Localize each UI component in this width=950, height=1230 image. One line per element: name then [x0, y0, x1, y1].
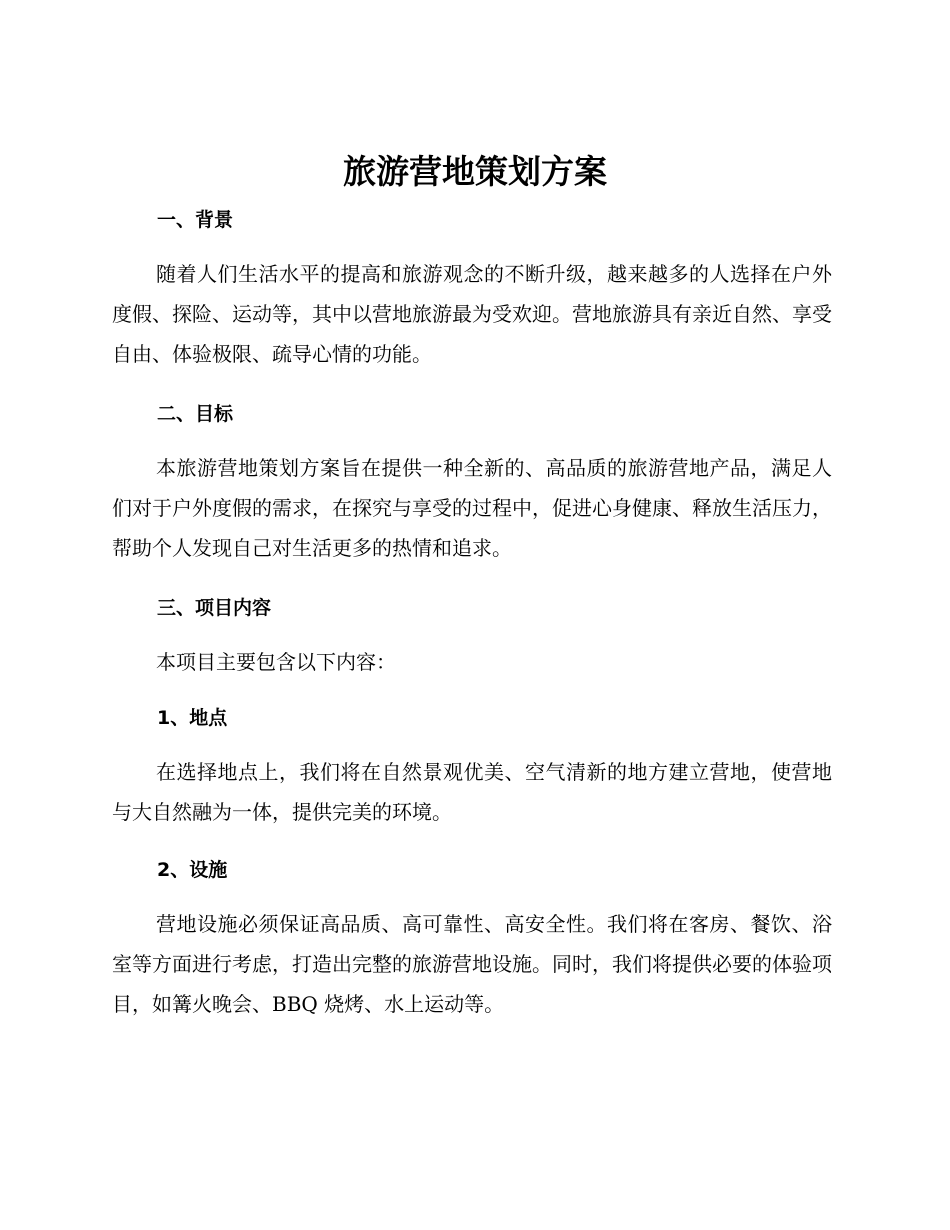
section-heading-location: 1、地点 — [157, 707, 228, 729]
document-title: 旅游营地策划方案 — [343, 152, 607, 191]
section-paragraph-background: 随着人们生活水平的提高和旅游观念的不断升级，越来越多的人选择在户外度假、探险、运动等，其中以营地旅游最为受欢迎。营地旅游具有亲近自然、享受自由、体验极限、疏导心情的功能。 — [112, 262, 832, 366]
section-paragraph-project-content: 本项目主要包含以下内容： — [156, 650, 396, 674]
section-paragraph-goal: 本旅游营地策划方案旨在提供一种全新的、高品质的旅游营地产品，满足人们对于户外度假的需求，在探究与享受的过程中，促进心身健康、释放生活压力，帮助个人发现自己对生活更多的热情和追求。 — [112, 456, 832, 560]
section-paragraph-facilities: 营地设施必须保证高品质、高可靠性、高安全性。我们将在客房、餐饮、浴室等方面进行考虑，打造出完整的旅游营地设施。同时，我们将提供必要的体验项目，如篝火晚会、BBQ 烧烤、水上运动等。 — [112, 912, 832, 1016]
section-paragraph-location: 在选择地点上，我们将在自然景观优美、空气清新的地方建立营地，使营地与大自然融为一体，提供完美的环境。 — [112, 760, 832, 824]
section-heading-project-content: 三、项目内容 — [157, 597, 272, 619]
section-heading-facilities: 2、设施 — [157, 859, 228, 881]
section-heading-goal: 二、目标 — [157, 403, 234, 425]
section-heading-background: 一、背景 — [157, 209, 234, 231]
